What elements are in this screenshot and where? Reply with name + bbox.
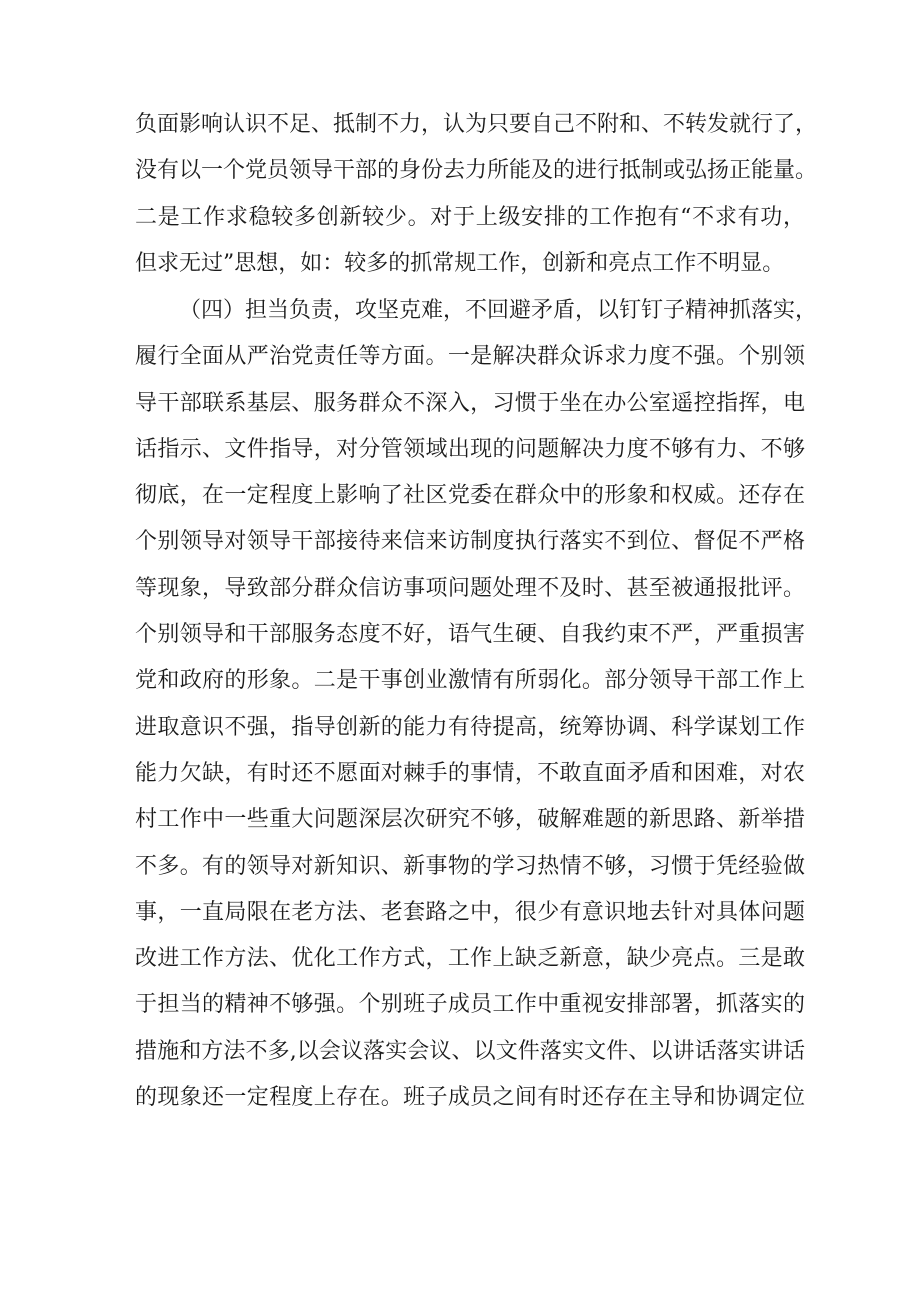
text-line: 没有以一个党员领导干部的身份去力所能及的进行抵制或弘扬正能量。 bbox=[135, 158, 818, 184]
text-line: 于担当的精神不够强。个别班子成员工作中重视安排部署，抓落实的 bbox=[135, 992, 805, 1018]
text-line: 导干部联系基层、服务群众不深入，习惯于坐在办公室遥控指挥，电 bbox=[135, 390, 805, 416]
text-line: 彻底，在一定程度上影响了社区党委在群众中的形象和权威。还存在 bbox=[135, 483, 805, 509]
text-line: 个别领导和干部服务态度不好，语气生硬、自我约束不严，严重损害 bbox=[135, 622, 805, 648]
text-line: 个别领导对领导干部接待来信来访制度执行落实不到位、督促不严格 bbox=[135, 529, 805, 555]
text-line: 话指示、文件指导，对分管领域出现的问题解决力度不够有力、不够 bbox=[135, 436, 805, 462]
text-line: 的现象还一定程度上存在。班子成员之间有时还存在主导和协调定位 bbox=[135, 1085, 805, 1111]
text-line: 村工作中一些重大问题深层次研究不够，破解难题的新思路、新举措 bbox=[135, 807, 805, 833]
text-line: 改进工作方法、优化工作方式，工作上缺乏新意，缺少亮点。三是敢 bbox=[135, 946, 805, 972]
text-line: 党和政府的形象。二是干事创业激情有所弱化。部分领导干部工作上 bbox=[135, 668, 805, 694]
text-line: 能力欠缺，有时还不愿面对棘手的事情，不敢直面矛盾和困难，对农 bbox=[135, 760, 805, 786]
text-line: 但求无过”思想，如：较多的抓常规工作，创新和亮点工作不明显。 bbox=[135, 250, 785, 276]
text-line: 事，一直局限在老方法、老套路之中，很少有意识地去针对具体问题 bbox=[135, 899, 805, 925]
text-line: 不多。有的领导对新知识、新事物的学习热情不够，习惯于凭经验做 bbox=[135, 853, 805, 879]
text-line: 二是工作求稳较多创新较少。对于上级安排的工作抱有“不求有功， bbox=[135, 204, 805, 230]
paragraph-continuation bbox=[135, 102, 818, 287]
text-line: 负面影响认识不足、抵制不力，认为只要自己不附和、不转发就行了， bbox=[135, 112, 818, 137]
paragraph-section-four bbox=[135, 288, 818, 1121]
text-line: 措施和方法不多,以会议落实会议、以文件落实文件、以讲话落实讲话 bbox=[135, 1038, 805, 1064]
text-line: 履行全面从严治党责任等方面。一是解决群众诉求力度不强。个别领 bbox=[135, 344, 805, 370]
text-line-heading: （四）担当负责，攻坚克难，不回避矛盾，以钉钉子精神抓落实， bbox=[179, 298, 818, 323]
text-line: 等现象，导致部分群众信访事项问题处理不及时、甚至被通报批评。 bbox=[135, 575, 805, 601]
text-line: 进取意识不强，指导创新的能力有待提高，统筹协调、科学谋划工作 bbox=[135, 714, 805, 740]
